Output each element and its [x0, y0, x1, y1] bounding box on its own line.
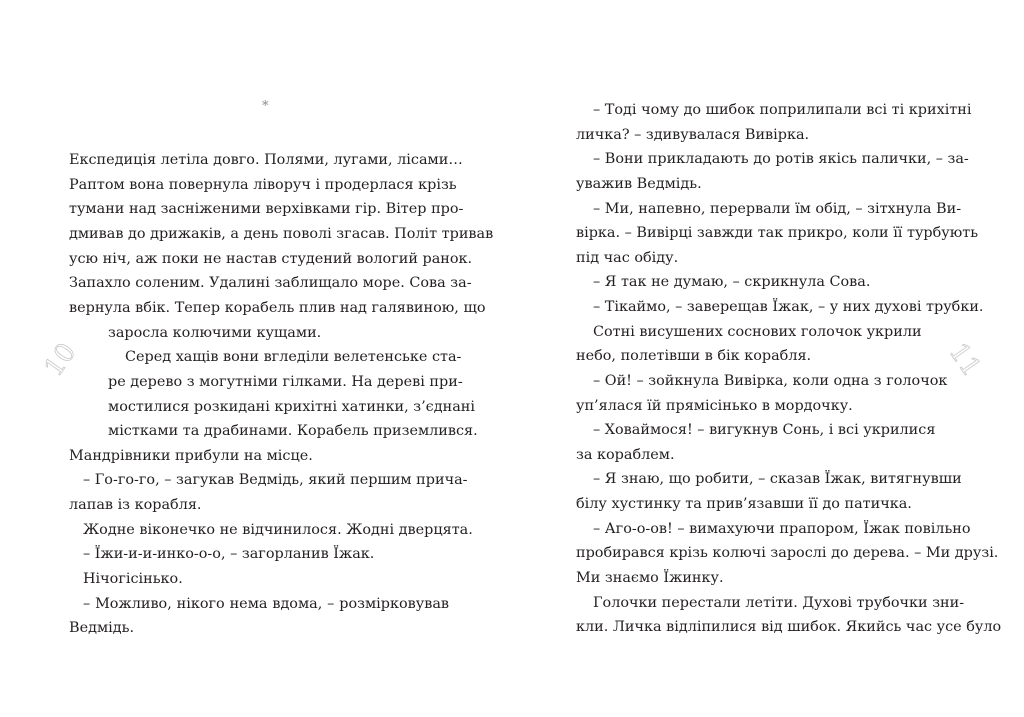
text-line: заросла колючими кущами. [108, 325, 322, 341]
text-line: кли. Личка відліпилися від шибок. Якийсь час усе було [576, 619, 1002, 635]
text-line: Раптом вона повернула ліворуч і продерлася крізь [69, 177, 457, 193]
text-line: – Вони прикладають до ротів якісь палички, – за- [593, 151, 969, 167]
text-line: Нічогісінько. [83, 571, 183, 587]
text-line: усю ніч, аж поки не настав студений вологий ранок. [69, 251, 473, 267]
text-line: вернула вбік. Тепер корабель плив над галявиною, що [69, 300, 486, 316]
text-line: Серед хащів вони вгледіли велетенське ста- [125, 349, 462, 365]
text-line: – Ховаймося! – вигукнув Сонь, і всі укрилися [593, 422, 936, 438]
text-line: – Я знаю, що робити, – сказав Їжак, витягнувши [593, 471, 962, 487]
text-line: білу хустинку та прив’язавши її до патичка. [576, 496, 912, 512]
text-line: за кораблем. [576, 447, 675, 463]
text-line: уважив Ведмідь. [576, 176, 702, 192]
text-line: Запахло соленим. Удалині заблищало море. Сова за- [69, 275, 472, 291]
page-number-right: 11 [942, 337, 987, 383]
text-line: вірка. – Вивірці завжди так прикро, коли її турбують [576, 225, 979, 241]
text-line: – Го-го-го, – загукав Ведмідь, який першим прича- [83, 472, 468, 488]
text-line: Експедиція летіла довго. Полями, лугами, лісами… [69, 152, 463, 168]
text-line: – Ой! – зойкнула Вивірка, коли одна з голочок [593, 373, 948, 389]
text-line: дмивав до дрижаків, а день поволі згасав. Політ тривав [69, 226, 494, 242]
page-number-left: 10 [38, 337, 83, 383]
text-line: Сотні висушених соснових голочок укрили [593, 324, 922, 340]
text-line: лапав із корабля. [69, 497, 202, 513]
text-line: тумани над засніженими верхівками гір. Вітер про- [69, 201, 464, 217]
text-line: Ми знаємо Їжинку. [576, 570, 724, 586]
text-line: Мандрівники прибули на місце. [69, 448, 313, 464]
text-line: – Ми, напевно, перервали їм обід, – зітхнула Ви- [593, 201, 962, 217]
text-line: містками та драбинами. Корабель приземлився. [108, 423, 478, 439]
text-line: – Аго-о-ов! – вимахуючи прапором, Їжак повільно [593, 521, 971, 537]
right-page [512, 0, 1024, 717]
text-line: Жодне віконечко не відчинилося. Жодні дверцята. [83, 522, 473, 538]
text-line: – Тоді чому до шибок поприлипали всі ті крихітні [593, 102, 972, 118]
text-line: небо, полетівши в бік корабля. [576, 348, 812, 364]
text-line: уп’ялася їй прямісінько в мордочку. [576, 398, 853, 414]
text-line: Голочки перестали летіти. Духові трубочки зни- [593, 595, 965, 611]
text-line: – Тікаймо, – заверещав Їжак, – у них духові трубки. [593, 299, 984, 315]
text-line: під час обіду. [576, 250, 679, 266]
text-line: – Можливо, нікого нема вдома, – розмірковував [83, 596, 449, 612]
text-line: ре дерево з могутніми гілками. На дереві при- [108, 374, 463, 390]
text-line: мостилися розкидані крихітні хатинки, з’єднані [108, 399, 475, 415]
text-line: пробирався крізь колючі зарослі до дерева. – Ми друзі. [576, 545, 999, 561]
text-line: Ведмідь. [69, 620, 135, 636]
text-line: – Їжи-и-и-инко-о-о, – загорланив Їжак. [83, 546, 375, 562]
section-ornament: * [262, 99, 269, 114]
text-line: – Я так не думаю, – скрикнула Сова. [593, 274, 871, 290]
text-line: личка? – здивувалася Вивірка. [576, 127, 810, 143]
